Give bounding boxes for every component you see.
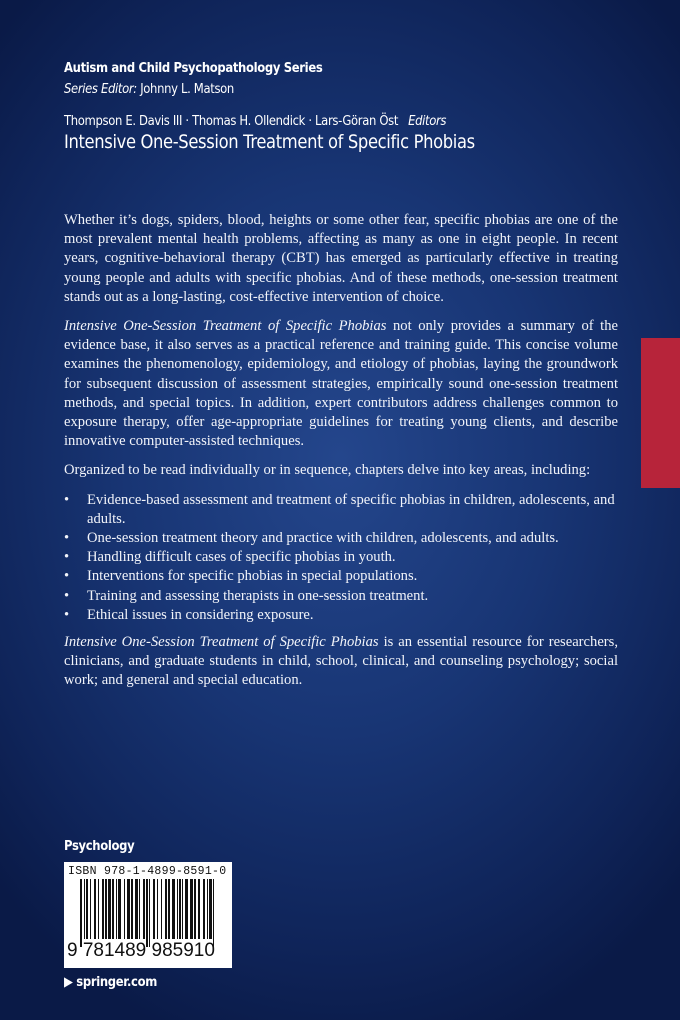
barcode-bar	[177, 879, 178, 939]
barcode-bar	[98, 879, 99, 939]
editors-label: Editors	[408, 113, 447, 129]
barcode-bar	[116, 879, 117, 939]
barcode-bar	[86, 879, 88, 939]
accent-tab	[641, 338, 680, 488]
barcode	[64, 862, 232, 968]
paragraph-4-text: is an essential resource for researchers, clinicians, and graduate students in child, school, clinical, and counseling psychology; social work; and general and special education.	[64, 634, 618, 689]
barcode-bar	[213, 879, 214, 947]
barcode-bar	[185, 879, 188, 939]
barcode-bars	[64, 879, 232, 949]
barcode-bar	[127, 879, 130, 939]
barcode-bar	[131, 879, 133, 939]
barcode-bar	[168, 879, 170, 939]
barcode-bar	[198, 879, 200, 939]
barcode-bar	[182, 879, 183, 939]
list-item: • Training and assessing therapists in one-session treatment.	[64, 587, 618, 606]
barcode-bar	[124, 879, 125, 939]
barcode-bar	[194, 879, 196, 939]
barcode-bar	[207, 879, 208, 939]
barcode-bar	[146, 879, 148, 947]
series-name: Autism and Child Psychopathology Series	[64, 60, 323, 76]
barcode-bar	[161, 879, 162, 939]
isbn-text: ISBN 978-1-4899-8591-0	[68, 865, 227, 878]
chapter-list	[64, 491, 618, 625]
paragraph-2-text: not only provides a summary of the evidence base, it also serves as a practical reference and training guide. This concise volume examines the phenomenology, epidemiology, and etiology of phobias, laying the groundwork for subsequent discussion of assessment strategies, empirically sound one-session treatment methods, and special topics. In addition, expert contributors address challenges common to exposure therapy, offer age-appropriate guidelines for treating young clients, and describe innovative computer-assisted techniques.	[64, 318, 618, 450]
paragraph-1: Whether it’s dogs, spiders, blood, heights or some other fear, specific phobias are one of the most prevalent mental health problems, affecting as many as one in eight people. In recent years, cognitive-behavioral therapy (CBT) has emerged as particularly effective in treating young people and adults with specific phobias. And of these methods, one-session treatment stands out as a long-lasting, cost-effective intervention of choice.	[64, 212, 618, 305]
series-editor	[64, 81, 234, 97]
list-item: • One-session treatment theory and practice with children, adolescents, and adults.	[64, 529, 618, 548]
barcode-bar	[80, 879, 82, 947]
list-item: • Evidence-based assessment and treatment of specific phobias in children, adolescents, and adults.	[64, 491, 618, 529]
website-link[interactable]	[64, 974, 157, 990]
category-label: Psychology	[64, 838, 135, 854]
barcode-bar	[108, 879, 111, 939]
website-text: springer.com	[76, 974, 157, 990]
author-names: Thompson E. Davis III · Thomas H. Ollendick · Lars-Göran Öst	[64, 113, 399, 129]
paragraph-2-title: Intensive One-Session Treatment of Specific Phobias	[64, 318, 387, 335]
barcode-bar	[143, 879, 145, 939]
barcode-bar	[190, 879, 193, 939]
authors	[64, 113, 446, 129]
barcode-bar	[165, 879, 167, 939]
barcode-bar	[149, 879, 150, 947]
barcode-bar	[94, 879, 96, 939]
barcode-bar	[102, 879, 104, 939]
series-editor-name: Johnny L. Matson	[140, 81, 234, 97]
barcode-bar	[84, 879, 85, 939]
series-editor-label: Series Editor:	[64, 81, 137, 97]
barcode-bar	[172, 879, 175, 939]
barcode-bar	[105, 879, 107, 939]
list-item: • Ethical issues in considering exposure.	[64, 606, 618, 625]
list-item: • Interventions for specific phobias in special populations.	[64, 567, 618, 586]
barcode-bar	[112, 879, 114, 939]
description	[64, 211, 618, 701]
barcode-bar	[139, 879, 140, 939]
barcode-bar	[179, 879, 181, 939]
arrow-right-icon: ▶	[64, 974, 73, 990]
paragraph-4	[64, 633, 618, 691]
barcode-bar	[153, 879, 155, 939]
paragraph-3: Organized to be read individually or in sequence, chapters delve into key areas, including:	[64, 462, 591, 479]
barcode-bar	[118, 879, 121, 939]
barcode-bar	[90, 879, 91, 939]
barcode-bar	[157, 879, 158, 939]
list-item: • Handling difficult cases of specific phobias in youth.	[64, 548, 618, 567]
ean-number: 9 781489 985910	[67, 940, 215, 961]
barcode-bar	[203, 879, 205, 939]
barcode-bar	[209, 879, 212, 939]
paragraph-2	[64, 317, 618, 451]
paragraph-4-title: Intensive One-Session Treatment of Specific Phobias	[64, 634, 379, 651]
book-title: Intensive One-Session Treatment of Specific Phobias	[64, 131, 475, 153]
barcode-bar	[135, 879, 138, 939]
